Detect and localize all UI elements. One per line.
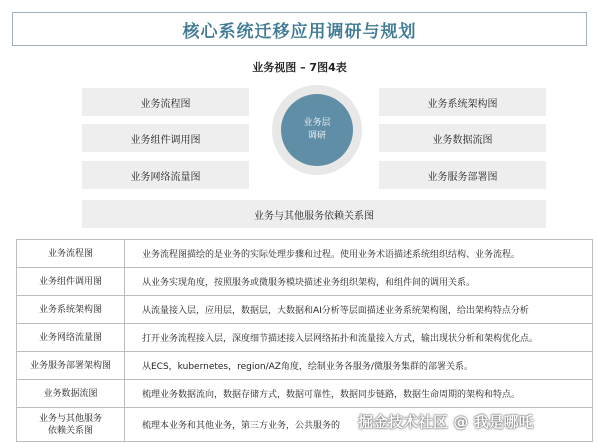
table-row bbox=[17, 296, 593, 324]
table-cell-name: 业务服务部署架构图 bbox=[17, 352, 125, 380]
box-dependency-relations: 业务与其他服务依赖关系图 bbox=[82, 200, 546, 228]
table-cell-desc: 梳理业务数据流向，数据存储方式，数据可靠性，数据同步链路，数据生命周期的架构和特点。 bbox=[125, 380, 593, 408]
table-cell-name bbox=[17, 408, 125, 442]
box-business-service-deploy: 业务服务部署图 bbox=[379, 161, 546, 189]
center-label-line2: 调研 bbox=[307, 131, 326, 141]
box-business-system-architecture: 业务系统架构图 bbox=[379, 88, 546, 116]
table-cell-desc: 从流量接入层，应用层，数据层，大数据和AI分析等层面描述业务系统架构图，给出架构特点分析 bbox=[125, 296, 593, 324]
page-title: 核心系统迁移应用调研与规划 bbox=[182, 21, 417, 42]
table-cell-desc: 业务流程图描绘的是业务的实际处理步骤和过程。使用业务术语描述系统组织结构、业务流程。 bbox=[125, 240, 593, 268]
table-cell-name: 业务数据流图 bbox=[17, 380, 125, 408]
table-cell-name: 业务组件调用图 bbox=[17, 268, 125, 296]
table-cell-desc: 打开业务流程接入层，深度细节描述接入层网络拓扑和流量接入方式，输出现状分析和架构优化点。 bbox=[125, 324, 593, 352]
center-circle bbox=[281, 94, 353, 166]
box-business-component-call: 业务组件调用图 bbox=[82, 124, 249, 152]
box-business-process: 业务流程图 bbox=[82, 88, 249, 116]
title-bar bbox=[12, 12, 587, 46]
table-cell-desc: 梳理本业务和其他业务，第三方业务，公共服务的 bbox=[125, 408, 593, 442]
table-row bbox=[17, 268, 593, 296]
table-cell-name: 业务系统架构图 bbox=[17, 296, 125, 324]
table-row bbox=[17, 324, 593, 352]
table-cell-desc: 从ECS，kubernetes，region/AZ角度，绘制业务各服务/微服务集群的部署关系。 bbox=[125, 352, 593, 380]
table-cell-name-line1: 业务与其他服务 bbox=[38, 413, 102, 424]
table-row bbox=[17, 240, 593, 268]
table-row bbox=[17, 352, 593, 380]
table-cell-name: 业务网络流量图 bbox=[17, 324, 125, 352]
table-cell-name-line2: 依赖关系图 bbox=[47, 425, 93, 436]
watermark: 掘金技术社区 @ 我是哪吒 bbox=[358, 413, 534, 431]
diagram-subtitle: 业务视图 – 7图4表 bbox=[252, 61, 347, 74]
table-cell-name: 业务流程图 bbox=[17, 240, 125, 268]
table-cell-desc: 从业务实现角度，按照服务或微服务模块描述业务组织架构，和组件间的调用关系。 bbox=[125, 268, 593, 296]
center-label-line1: 业务层 bbox=[303, 118, 331, 128]
table-row bbox=[17, 380, 593, 408]
box-business-data-flow: 业务数据流图 bbox=[379, 124, 546, 152]
box-business-network-traffic: 业务网络流量图 bbox=[82, 161, 249, 189]
